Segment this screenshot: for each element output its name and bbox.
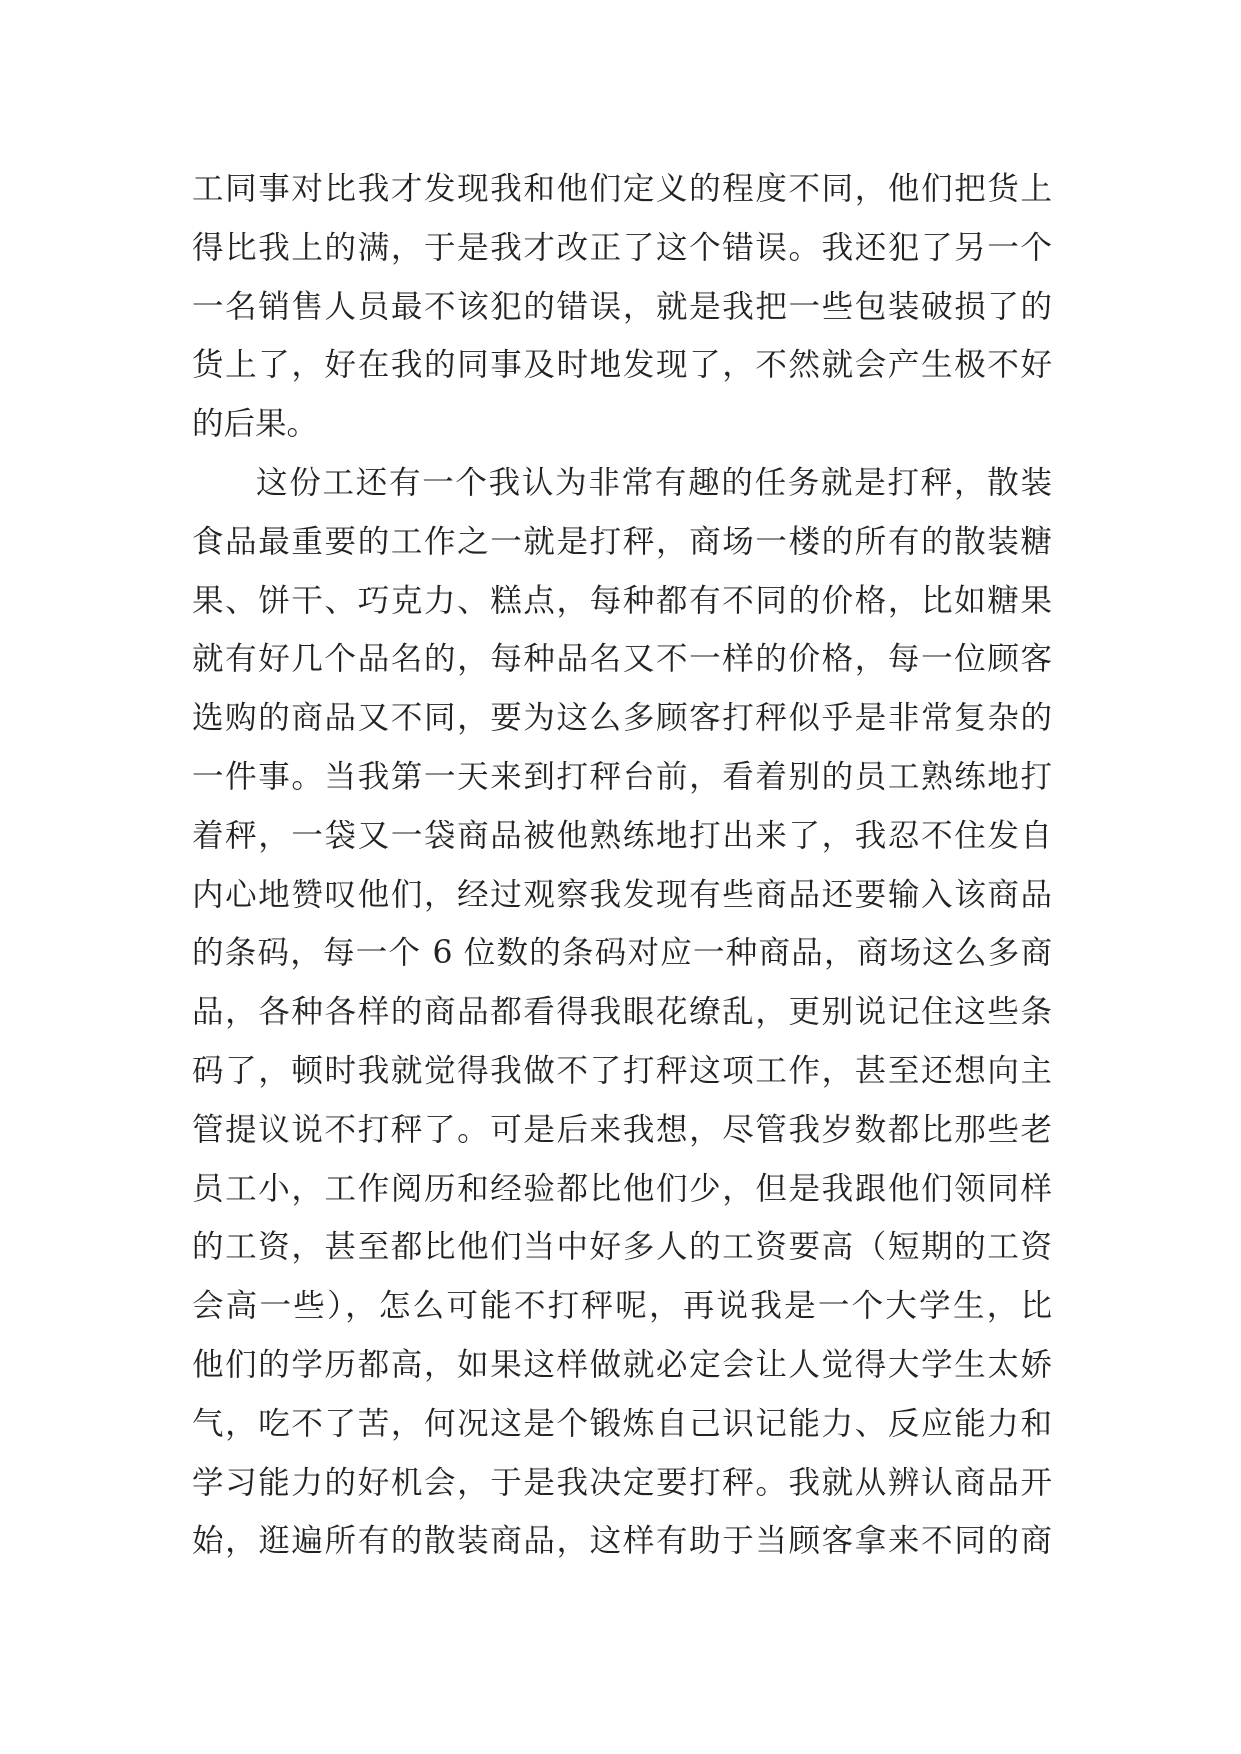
text-line: 始，逛遍所有的散装商品，这样有助于当顾客拿来不同的商 bbox=[192, 1523, 1052, 1560]
text-line: 的工资，甚至都比他们当中好多人的工资要高（短期的工资 bbox=[192, 1229, 1052, 1266]
text-line: 果、饼干、巧克力、糕点，每种都有不同的价格，比如糖果 bbox=[192, 582, 1052, 619]
text-line: 一名销售人员最不该犯的错误，就是我把一些包装破损了的 bbox=[192, 288, 1052, 325]
text-line: 品，各种各样的商品都看得我眼花缭乱，更别说记住这些条 bbox=[192, 994, 1052, 1031]
text-line: 的条码，每一个 6 位数的条码对应一种商品，商场这么多商 bbox=[192, 935, 1052, 972]
text-line: 一件事。当我第一天来到打秤台前，看着别的员工熟练地打 bbox=[192, 758, 1052, 795]
text-line: 选购的商品又不同，要为这么多顾客打秤似乎是非常复杂的 bbox=[192, 700, 1052, 737]
text-line: 着秤，一袋又一袋商品被他熟练地打出来了，我忍不住发自 bbox=[192, 817, 1052, 854]
text-line: 员工小，工作阅历和经验都比他们少，但是我跟他们领同样 bbox=[192, 1170, 1052, 1207]
text-line: 的后果。 bbox=[192, 406, 319, 443]
text-line: 货上了，好在我的同事及时地发现了，不然就会产生极不好 bbox=[192, 347, 1052, 384]
text-line: 这份工还有一个我认为非常有趣的任务就是打秤，散装 bbox=[256, 464, 1052, 501]
text-line: 码了，顿时我就觉得我做不了打秤这项工作，甚至还想向主 bbox=[192, 1052, 1052, 1089]
text-line: 气，吃不了苦，何况这是个锻炼自己识记能力、反应能力和 bbox=[192, 1405, 1052, 1442]
text-line: 会高一些），怎么可能不打秤呢，再说我是一个大学生，比 bbox=[192, 1288, 1052, 1325]
text-line: 就有好几个品名的，每种品名又不一样的价格，每一位顾客 bbox=[192, 641, 1052, 678]
text-line: 工同事对比我才发现我和他们定义的程度不同，他们把货上 bbox=[192, 171, 1052, 207]
body-text bbox=[192, 160, 1052, 1571]
text-line: 管提议说不打秤了。可是后来我想，尽管我岁数都比那些老 bbox=[192, 1111, 1052, 1148]
text-line: 食品最重要的工作之一就是打秤，商场一楼的所有的散装糖 bbox=[192, 523, 1052, 560]
text-line: 内心地赞叹他们，经过观察我发现有些商品还要输入该商品 bbox=[192, 876, 1052, 913]
text-line: 得比我上的满，于是我才改正了这个错误。我还犯了另一个 bbox=[192, 229, 1052, 266]
text-line: 他们的学历都高，如果这样做就必定会让人觉得大学生太娇 bbox=[192, 1346, 1052, 1383]
paragraph-1 bbox=[192, 160, 1052, 454]
text-line: 学习能力的好机会，于是我决定要打秤。我就从辨认商品开 bbox=[192, 1464, 1052, 1501]
paragraph-2 bbox=[192, 454, 1052, 1571]
